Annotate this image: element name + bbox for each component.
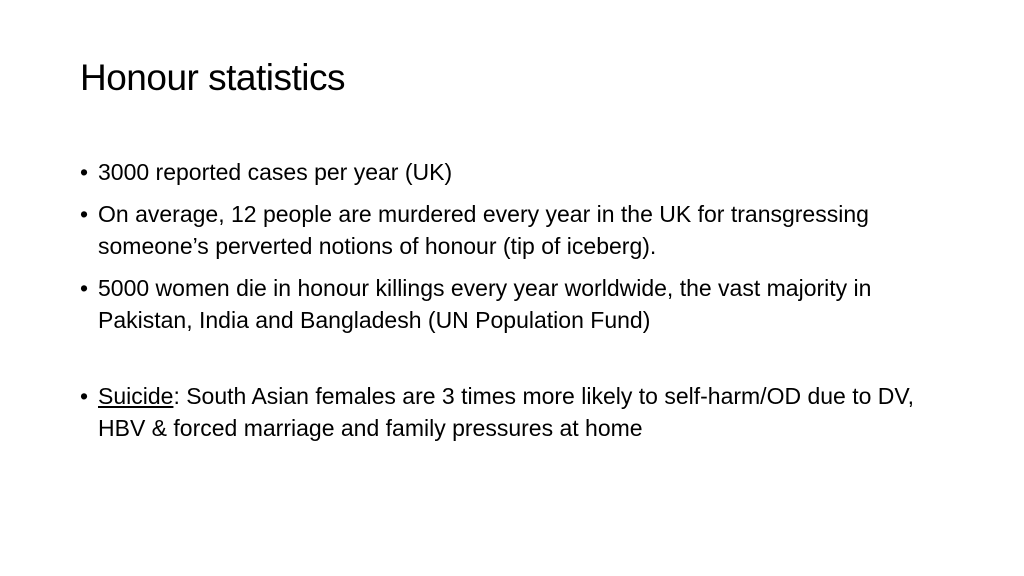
bullet-item-reported-cases — [80, 156, 960, 188]
bullet-dot-icon: • — [80, 159, 89, 185]
bullet-item-worldwide-deaths — [80, 272, 960, 336]
bullet-dot-icon: • — [80, 201, 89, 227]
bullet-item-suicide — [80, 380, 960, 444]
bullet-dot-icon: • — [80, 275, 89, 301]
bullet-list — [80, 156, 960, 454]
bullet-lead-suicide: Suicide — [98, 383, 174, 409]
bullet-text: : South Asian females are 3 times more likely to self-harm/OD due to DV, HBV & forced marriage and family pressures at home — [98, 383, 915, 441]
slide-title: Honour statistics — [80, 57, 345, 98]
bullet-dot-icon: • — [80, 383, 89, 409]
bullet-text: 3000 reported cases per year (UK) — [98, 159, 453, 185]
bullet-text: 5000 women die in honour killings every year worldwide, the vast majority in Pakistan, India and Bangladesh (UN Population Fund) — [98, 275, 872, 333]
bullet-item-murders-uk — [80, 198, 960, 262]
bullet-text: On average, 12 people are murdered every year in the UK for transgressing someone’s perverted notions of honour (tip of iceberg). — [98, 201, 869, 259]
